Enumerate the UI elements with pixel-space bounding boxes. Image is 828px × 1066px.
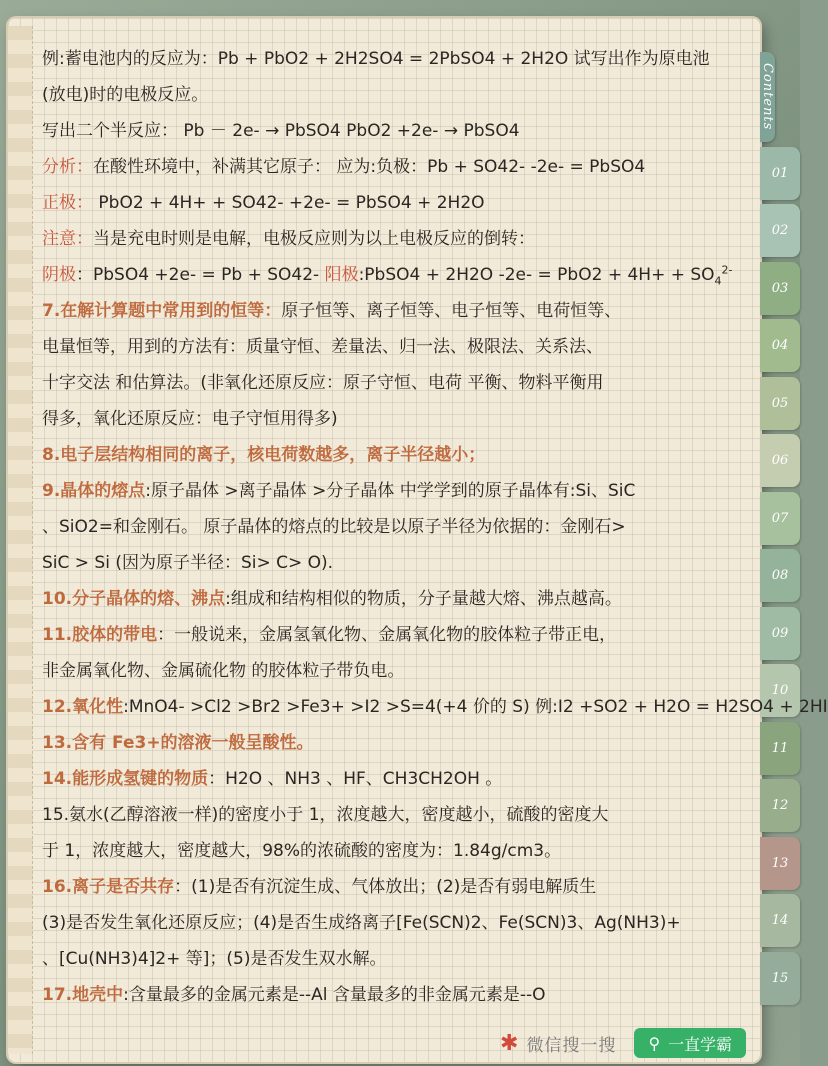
tab-05[interactable]: 05 <box>760 377 800 430</box>
note-line <box>42 365 750 401</box>
note-line <box>42 617 750 653</box>
tab-07[interactable]: 07 <box>760 492 800 545</box>
note-line <box>42 185 750 221</box>
highlighted-text: 4 <box>714 274 722 288</box>
note-line <box>42 437 750 473</box>
body-text: ：(1)是否有沉淀生成、气体放出；(2)是否有弱电解质生 <box>174 877 597 897</box>
wechat-search-logo-icon: ✱ <box>500 1030 519 1056</box>
body-text: :原子晶体 >离子晶体 >分子晶体 中学学到的原子晶体有:Si、SiC <box>145 481 636 501</box>
tab-09[interactable]: 09 <box>760 607 800 660</box>
note-line <box>42 581 750 617</box>
tab-02[interactable]: 02 <box>760 204 800 257</box>
note-line <box>42 653 750 689</box>
body-text: 于 1，浓度越大，密度越大，98%的浓硫酸的密度为：1.84g/cm3。 <box>42 841 562 861</box>
note-line <box>42 77 750 113</box>
body-text: 十字交法 和估算法。(非氧化还原反应：原子守恒、电荷 平衡、物料平衡用 <box>42 373 604 393</box>
body-text: 15.氨水(乙醇溶液一样)的密度小于 1，浓度越大，密度越小，硫酸的密度大 <box>42 805 609 825</box>
body-text: 得多，氧化还原反应：电子守恒用得多) <box>42 409 338 429</box>
tab-04[interactable]: 04 <box>760 319 800 372</box>
note-line <box>42 725 750 761</box>
highlighted-text: 16.离子是否共存 <box>42 877 175 897</box>
search-button-label: 一直学霸 <box>668 1034 733 1054</box>
note-line <box>42 833 750 869</box>
body-text: 原子恒等、离子恒等、电子恒等、电荷恒等、 <box>281 301 622 321</box>
note-line <box>42 905 750 941</box>
highlighted-text: 12.氧化性 <box>42 697 124 717</box>
highlighted-text: 10.分子晶体的熔、沸点 <box>42 589 226 609</box>
note-line <box>42 545 750 581</box>
body-text: SiC > Si (因为原子半径：Si> C> O). <box>42 553 334 573</box>
body-text: (放电)时的电极反应。 <box>42 85 209 105</box>
highlighted-text: 14.能形成氢键的物质 <box>42 769 209 789</box>
tab-12[interactable]: 12 <box>760 779 800 832</box>
body-text: :PbSO4 + 2H2O -2e- = PbO2 + 4H+ + SO <box>358 265 715 285</box>
body-text: ：H2O 、NH3 、HF、CH3CH2OH 。 <box>208 769 503 789</box>
wechat-search-text: 微信搜一搜 <box>526 1035 617 1056</box>
tab-06[interactable]: 06 <box>760 434 800 487</box>
tab-10[interactable]: 10 <box>760 664 800 717</box>
highlighted-text: 17.地壳中 <box>42 985 124 1005</box>
note-line <box>42 221 750 257</box>
highlighted-text: 正极： <box>42 193 93 213</box>
body-text: 写出二个半反应： Pb － 2e- → PbSO4 PbO2 +2e- → PbSO4 <box>42 121 520 141</box>
highlighted-text: 阴极 <box>42 265 76 285</box>
body-text: ：一般说来，金属氢氧化物、金属氧化物的胶体粒子带正电， <box>157 625 617 645</box>
highlighted-text: 注意： <box>42 229 93 249</box>
body-text: 当是充电时则是电解，电极反应则为以上电极反应的倒转： <box>93 229 535 249</box>
binding-edge <box>8 26 33 1054</box>
tab-08[interactable]: 08 <box>760 549 800 602</box>
note-line <box>42 941 750 977</box>
highlighted-text: 阳极 <box>324 265 359 285</box>
highlighted-text: 11.胶体的带电 <box>42 625 158 645</box>
body-text: 、SiO2=和金刚石。 原子晶体的熔点的比较是以原子半径为依据的：金刚石> <box>42 517 626 537</box>
note-line <box>42 257 750 293</box>
body-text: 、[Cu(NH3)4]2+ 等]；(5)是否发生双水解。 <box>42 949 387 969</box>
highlighted-text: 7.在解计算题中常用到的恒等： <box>42 301 282 321</box>
note-line <box>42 473 750 509</box>
body-text: 例:蓄电池内的反应为：Pb + PbO2 + 2H2SO4 = 2PbSO4 + 2H2O 试写出作为原电池 <box>42 49 710 69</box>
body-text: 在酸性环境中，补满其它原子： 应为:负极：Pb + SO42- -2e- = PbSO4 <box>93 157 646 177</box>
tab-14[interactable]: 14 <box>760 894 800 947</box>
tab-01[interactable]: 01 <box>760 147 800 200</box>
body-text: 非金属氧化物、金属硫化物 的胶体粒子带负电。 <box>42 661 405 681</box>
highlighted-text: 8.电子层结构相同的离子，核电荷数越多，离子半径越小； <box>42 445 486 465</box>
note-line <box>42 761 750 797</box>
tab-11[interactable]: 11 <box>760 722 800 775</box>
tab-03[interactable]: 03 <box>760 262 800 315</box>
body-text: 电量恒等，用到的方法有：质量守恒、差量法、归一法、极限法、关系法、 <box>42 337 603 357</box>
note-line <box>42 797 750 833</box>
body-text: :含量最多的金属元素是--Al 含量最多的非金属元素是--O <box>123 985 546 1005</box>
note-line <box>42 113 750 149</box>
wechat-search-bar <box>500 1026 794 1060</box>
search-icon: ⚲ <box>648 1033 661 1053</box>
note-line <box>42 293 750 329</box>
index-tabs <box>760 52 800 1009</box>
body-text: ：PbSO4 +2e- = Pb + SO42- <box>76 265 325 285</box>
body-text: :组成和结构相似的物质，分子量越大熔、沸点越高。 <box>225 589 622 609</box>
note-line <box>42 41 750 77</box>
note-line <box>42 401 750 437</box>
note-line <box>42 149 750 185</box>
body-text: :MnO4- >Cl2 >Br2 >Fe3+ >I2 >S=4(+4 价的 S) 例:I2 +SO2 + H2O = H2SO4 + 2HI <box>123 697 828 717</box>
highlighted-text: 9.晶体的熔点 <box>42 481 146 501</box>
tab-13[interactable]: 13 <box>760 837 800 890</box>
note-line <box>42 329 750 365</box>
highlighted-text: 2- <box>721 263 733 277</box>
body-text: (3)是否发生氧化还原反应；(4)是否生成络离子[Fe(SCN)2、Fe(SCN)3、Ag(NH3)+ <box>42 913 681 933</box>
search-button[interactable] <box>634 1028 746 1058</box>
tab-15[interactable]: 15 <box>760 952 800 1005</box>
tab-contents[interactable]: Contents <box>760 52 775 142</box>
note-line <box>42 509 750 545</box>
body-text: PbO2 + 4H+ + SO42- +2e- = PbSO4 + 2H2O <box>93 193 485 213</box>
highlighted-text: 分析： <box>42 157 93 177</box>
highlighted-text: 13.含有 Fe3+的溶液一般呈酸性。 <box>42 733 314 753</box>
note-line <box>42 869 750 905</box>
note-line <box>42 977 750 1013</box>
